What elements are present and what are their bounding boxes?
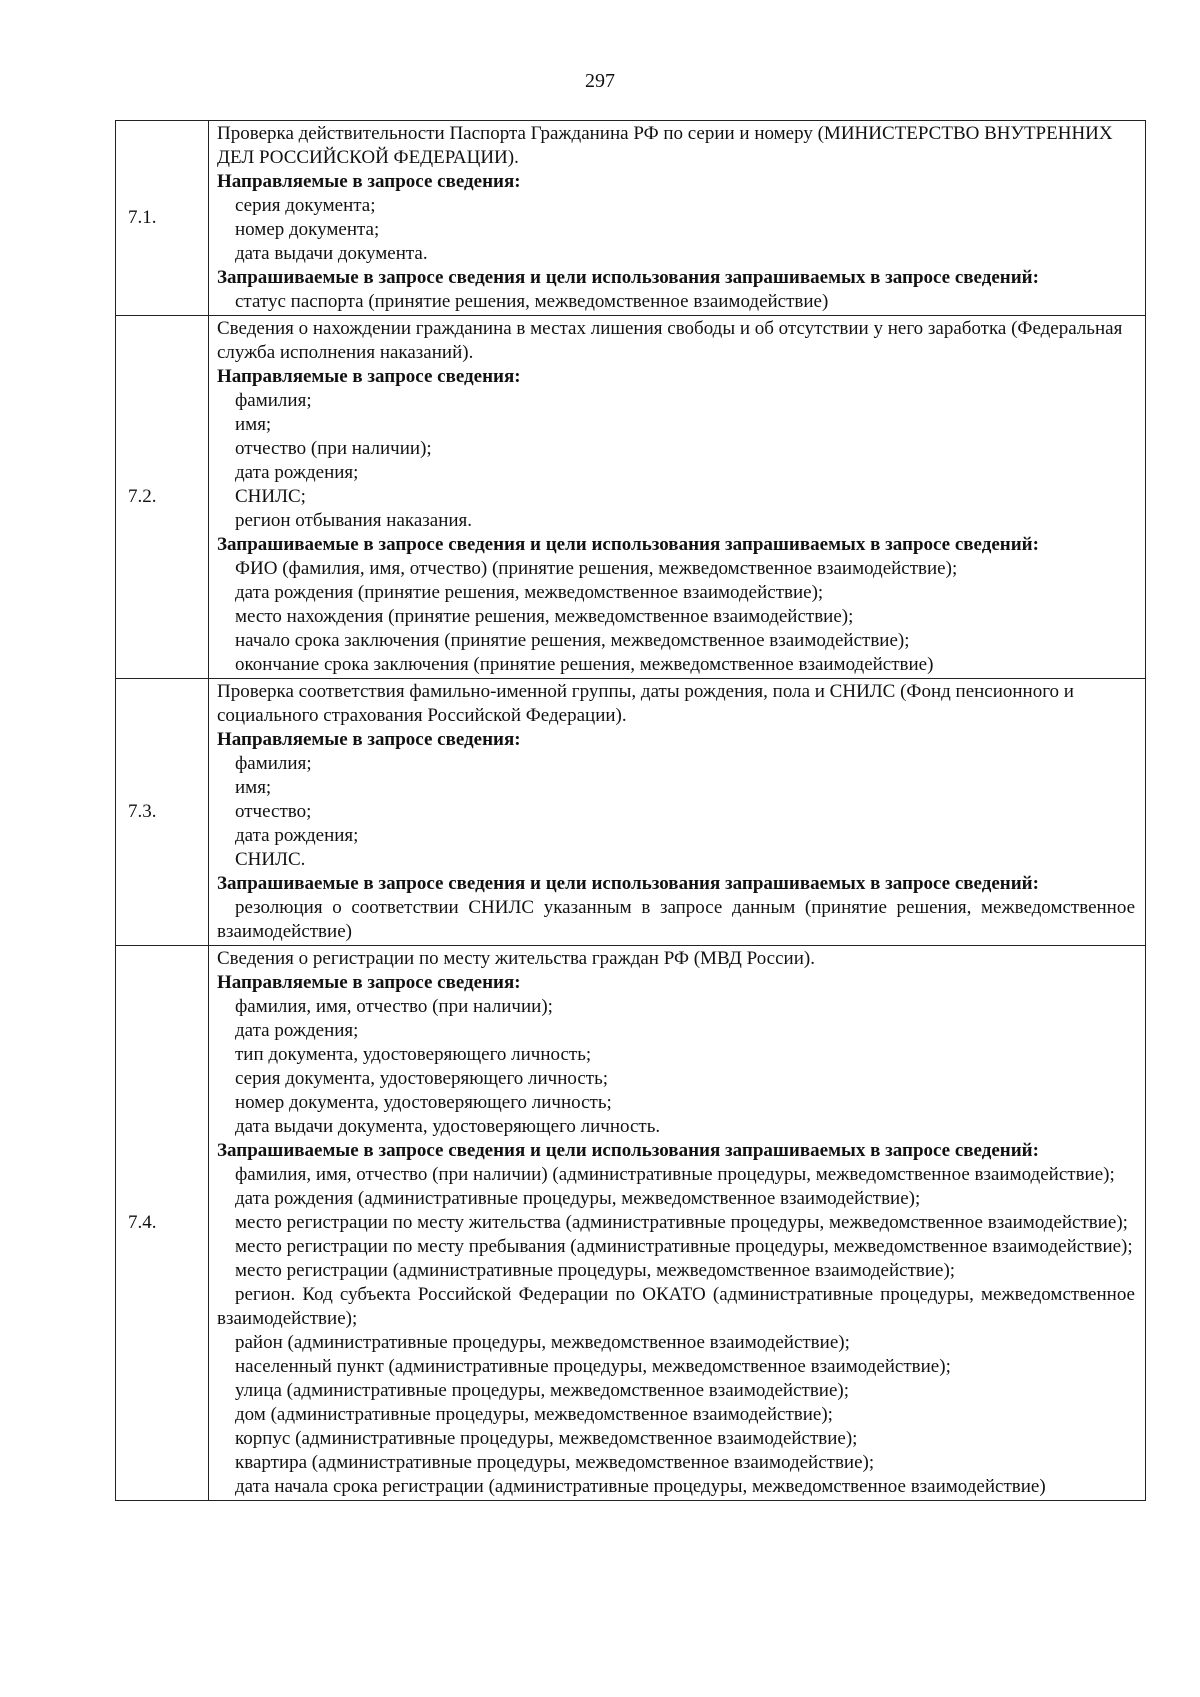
requested-item: место регистрации по месту пребывания (административные процедуры, межведомственное взаимодействие);	[235, 1236, 1133, 1257]
sent-item: дата рождения;	[235, 462, 359, 483]
requested-item: дом (административные процедуры, межведомственное взаимодействие);	[235, 1404, 833, 1425]
requested-heading: Запрашиваемые в запросе сведения и цели использования запрашиваемых в запросе сведений:	[217, 873, 1039, 894]
sent-heading: Направляемые в запросе сведения:	[217, 171, 521, 192]
requested-item: начало срока заключения (принятие решения, межведомственное взаимодействие);	[235, 630, 910, 651]
sent-item: фамилия;	[235, 390, 312, 411]
table-row	[116, 679, 1146, 946]
requested-item: резолюция о соответствии СНИЛС указанным в запросе данным (принятие решения, межведомственное взаимодействие)	[217, 897, 1135, 942]
requested-item: окончание срока заключения (принятие решения, межведомственное взаимодействие)	[235, 654, 934, 675]
row-title: Сведения о регистрации по месту жительства граждан РФ (МВД России).	[217, 948, 815, 969]
sent-heading: Направляемые в запросе сведения:	[217, 729, 521, 750]
requirements-table	[115, 120, 1146, 1501]
sent-item: серия документа;	[235, 195, 376, 216]
sent-item: дата выдачи документа.	[235, 243, 428, 264]
table-row	[116, 946, 1146, 1501]
sent-item: номер документа, удостоверяющего личность;	[235, 1092, 612, 1113]
sent-item: фамилия;	[235, 753, 312, 774]
row-number: 7.1.	[116, 121, 209, 316]
requested-heading: Запрашиваемые в запросе сведения и цели использования запрашиваемых в запросе сведений:	[217, 267, 1039, 288]
row-title: Проверка соответствия фамильно-именной группы, даты рождения, пола и СНИЛС (Фонд пенсионного и социального страхования Российской Федерации).	[217, 681, 1074, 726]
row-content	[209, 121, 1146, 316]
sent-item: имя;	[235, 414, 272, 435]
row-content	[209, 316, 1146, 679]
row-title: Сведения о нахождении гражданина в местах лишения свободы и об отсутствии у него заработка (Федеральная служба исполнения наказаний).	[217, 318, 1123, 363]
sent-item: серия документа, удостоверяющего личность;	[235, 1068, 609, 1089]
row-content-block	[217, 122, 1135, 314]
table-row	[116, 121, 1146, 316]
requested-item: населенный пункт (административные процедуры, межведомственное взаимодействие);	[235, 1356, 951, 1377]
requested-item: место регистрации (административные процедуры, межведомственное взаимодействие);	[235, 1260, 956, 1281]
sent-item: дата выдачи документа, удостоверяющего личность.	[235, 1116, 661, 1137]
row-content	[209, 946, 1146, 1501]
requested-item: дата начала срока регистрации (административные процедуры, межведомственное взаимодействие)	[235, 1476, 1046, 1497]
sent-item: фамилия, имя, отчество (при наличии);	[235, 996, 553, 1017]
table-row	[116, 316, 1146, 679]
requested-item: место регистрации по месту жительства (административные процедуры, межведомственное взаимодействие);	[235, 1212, 1128, 1233]
sent-item: номер документа;	[235, 219, 380, 240]
row-content-block	[217, 947, 1135, 1499]
requested-item: корпус (административные процедуры, межведомственное взаимодействие);	[235, 1428, 858, 1449]
table-body	[116, 121, 1146, 1501]
sent-item: отчество (при наличии);	[235, 438, 432, 459]
requested-item: статус паспорта (принятие решения, межведомственное взаимодействие)	[235, 291, 829, 312]
requested-item: улица (административные процедуры, межведомственное взаимодействие);	[235, 1380, 850, 1401]
row-number: 7.4.	[116, 946, 209, 1501]
row-title: Проверка действительности Паспорта Гражданина РФ по серии и номеру (МИНИСТЕРСТВО ВНУТРЕННИХ ДЕЛ РОССИЙСКОЙ ФЕДЕРАЦИИ).	[217, 123, 1113, 168]
requested-item: фамилия, имя, отчество (при наличии) (административные процедуры, межведомственное взаимодействие);	[235, 1164, 1115, 1185]
requested-item: район (административные процедуры, межведомственное взаимодействие);	[235, 1332, 850, 1353]
sent-item: имя;	[235, 777, 272, 798]
requested-item: регион. Код субъекта Российской Федерации по ОКАТО (административные процедуры, межведомственное взаимодействие);	[217, 1284, 1135, 1329]
requested-heading: Запрашиваемые в запросе сведения и цели использования запрашиваемых в запросе сведений:	[217, 1140, 1039, 1161]
sent-item: отчество;	[235, 801, 312, 822]
requested-item: дата рождения (административные процедуры, межведомственное взаимодействие);	[235, 1188, 921, 1209]
requested-item: квартира (административные процедуры, межведомственное взаимодействие);	[235, 1452, 875, 1473]
page-number: 297	[585, 70, 615, 92]
sent-item: дата рождения;	[235, 825, 359, 846]
row-content-block	[217, 680, 1135, 944]
requested-item: ФИО (фамилия, имя, отчество) (принятие решения, межведомственное взаимодействие);	[235, 558, 958, 579]
sent-item: регион отбывания наказания.	[235, 510, 473, 531]
sent-item: тип документа, удостоверяющего личность;	[235, 1044, 592, 1065]
row-content-block	[217, 317, 1135, 677]
row-number: 7.3.	[116, 679, 209, 946]
sent-item: дата рождения;	[235, 1020, 359, 1041]
row-content	[209, 679, 1146, 946]
requested-item: дата рождения (принятие решения, межведомственное взаимодействие);	[235, 582, 824, 603]
requested-heading: Запрашиваемые в запросе сведения и цели использования запрашиваемых в запросе сведений:	[217, 534, 1039, 555]
sent-item: СНИЛС;	[235, 486, 306, 507]
requested-item: место нахождения (принятие решения, межведомственное взаимодействие);	[235, 606, 854, 627]
row-number: 7.2.	[116, 316, 209, 679]
sent-item: СНИЛС.	[235, 849, 306, 870]
sent-heading: Направляемые в запросе сведения:	[217, 366, 521, 387]
sent-heading: Направляемые в запросе сведения:	[217, 972, 521, 993]
